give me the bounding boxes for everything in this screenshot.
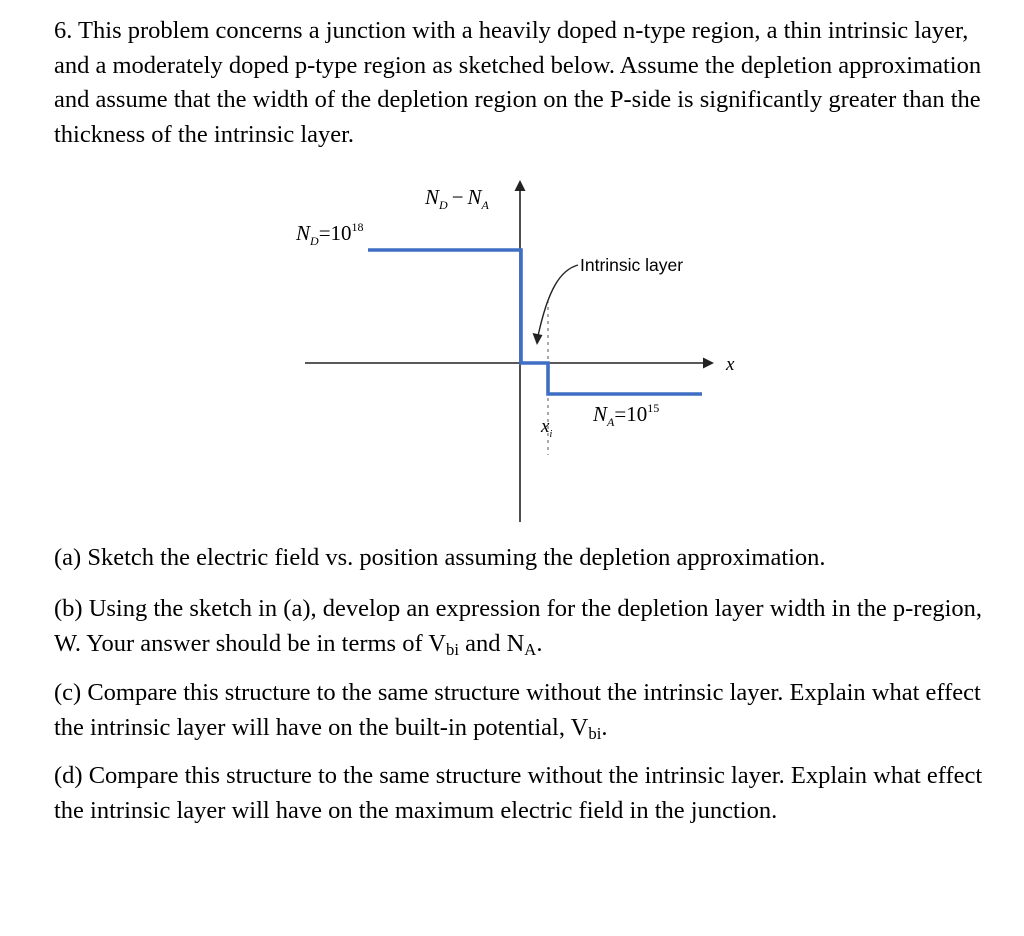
na-subscript: A <box>524 639 537 659</box>
question-b-text: (b) Using the sketch in (a), develop an expression for the depletion layer width in the p-region, W. Your answer should be in terms of V <box>54 595 983 657</box>
x-axis-arrowhead <box>703 358 714 369</box>
axis-label-minus: − <box>451 185 464 209</box>
na-symbol-sub: A <box>607 415 615 429</box>
question-b <box>54 592 984 661</box>
nd-value: =10 <box>318 221 352 245</box>
axis-label-nd-sub: D <box>439 198 448 212</box>
na-symbol: N <box>593 402 608 426</box>
nd-symbol: N <box>296 221 311 245</box>
axis-label-na-sub: A <box>481 198 489 212</box>
svg-text:xi <box>540 416 552 440</box>
na-value: =10 <box>614 402 648 426</box>
question-b-period: . <box>536 629 543 657</box>
xi-symbol-sub: i <box>549 429 553 440</box>
axis-label-nd: N <box>425 185 440 209</box>
axis-label-na: N <box>467 185 482 209</box>
intrinsic-layer-label: Intrinsic layer <box>580 255 684 275</box>
problem-statement: 6. This problem concerns a junction with a heavily doped n-type region, a thin intrinsic layer, and a moderately doped p-type region as sketched below. Assume the depletion approximation and assume that the width of the depletion region on the P-side is significantly greater than the thickness of the intrinsic layer. <box>54 17 982 148</box>
intrinsic-pointer-arrowhead <box>533 333 543 345</box>
nd-symbol-sub: D <box>310 234 319 248</box>
y-axis-arrowhead <box>515 180 526 191</box>
intrinsic-pointer-arrow <box>538 265 578 336</box>
svg-text:NA=1015 <box>592 401 659 429</box>
question-c-period: . <box>601 713 608 741</box>
nd-exponent: 18 <box>351 220 364 234</box>
na-exponent: 15 <box>647 401 660 415</box>
svg-text:ND=1018 <box>295 220 364 248</box>
question-c-text: (c) Compare this structure to the same structure without the intrinsic layer. Explain what effect the intrinsic layer will have on the built-in potential, V <box>54 679 981 741</box>
question-c <box>54 676 984 745</box>
x-axis-label: x <box>726 354 735 375</box>
svg-text:ND−NA <box>424 185 490 212</box>
question-d: (d) Compare this structure to the same structure without the intrinsic layer. Explain what effect the intrinsic layer will have on the maximum electric field in the junction. <box>54 762 983 824</box>
question-b-text-2: and N <box>458 629 525 657</box>
xi-symbol: x <box>541 416 550 437</box>
vbi-subscript: bi <box>446 639 459 659</box>
question-a: (a) Sketch the electric field vs. position assuming the depletion approximation. <box>54 544 826 571</box>
vbi-subscript-c: bi <box>588 723 602 743</box>
